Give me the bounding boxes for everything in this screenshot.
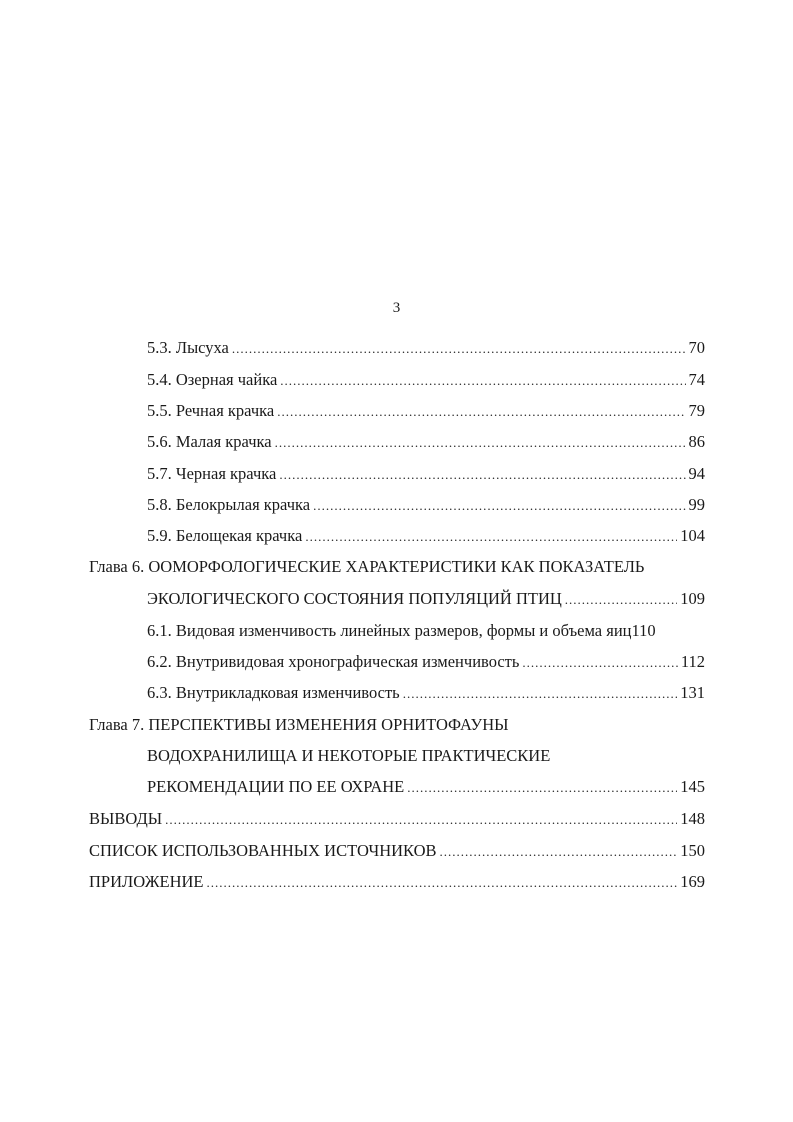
chapter-6-heading-line1: Глава 6. ООМОРФОЛОГИЧЕСКИЕ ХАРАКТЕРИСТИКИ КАК ПОКАЗАТЕЛЬ xyxy=(89,557,645,576)
toc-entry-label: 5.3. Лысуха xyxy=(147,338,229,357)
toc-entry-label: 5.5. Речная крачка xyxy=(147,401,275,420)
toc-leader-dots xyxy=(277,401,685,423)
toc-entry-page: 94 xyxy=(688,464,705,483)
toc-leader-dots xyxy=(280,370,685,392)
toc-leader-dots xyxy=(279,464,685,486)
toc-entry-page: 109 xyxy=(680,589,705,608)
toc-entry-page: 70 xyxy=(688,338,705,357)
toc-entry-page: 112 xyxy=(680,652,705,671)
toc-entry-page: 145 xyxy=(680,777,705,796)
toc-entry-6-3 xyxy=(147,682,705,705)
toc-entry-5-6 xyxy=(147,431,705,454)
toc-leader-dots xyxy=(440,841,678,863)
toc-entry-label: РЕКОМЕНДАЦИИ ПО ЕЕ ОХРАНЕ xyxy=(147,777,405,796)
toc-leader-dots xyxy=(313,495,685,517)
toc-entry-label: 5.9. Белощекая крачка xyxy=(147,526,303,545)
toc-entry-label: ЭКОЛОГИЧЕСКОГО СОСТОЯНИЯ ПОПУЛЯЦИЙ ПТИЦ xyxy=(147,589,562,608)
toc-leader-dots xyxy=(305,526,677,548)
toc-entry-label: 6.3. Внутрикладковая изменчивость xyxy=(147,683,400,702)
toc-leader-dots xyxy=(522,652,677,674)
toc-leader-dots xyxy=(407,777,677,799)
toc-entry-page: 74 xyxy=(688,370,705,389)
toc-entry-5-9 xyxy=(147,525,705,548)
toc-entry-page: 86 xyxy=(688,432,705,451)
toc-entry-page: 104 xyxy=(680,526,705,545)
toc-entry-appendix xyxy=(89,871,705,894)
toc-entry-label: 6.1. Видовая изменчивость линейных размеров, формы и объема яиц xyxy=(147,621,632,640)
toc-entry-6-2 xyxy=(147,651,705,674)
toc-leader-dots xyxy=(206,872,677,894)
toc-entry-chapter-6 xyxy=(147,588,705,611)
toc-entry-label: 5.7. Черная крачка xyxy=(147,464,277,483)
toc-entry-label: ПРИЛОЖЕНИЕ xyxy=(89,872,204,891)
toc-entry-label: СПИСОК ИСПОЛЬЗОВАННЫХ ИСТОЧНИКОВ xyxy=(89,841,437,860)
toc-entry-page: 99 xyxy=(688,495,705,514)
toc-entry-page: 150 xyxy=(680,841,705,860)
toc-entry-label: 6.2. Внутривидовая хронографическая изменчивость xyxy=(147,652,520,671)
toc-entry-chapter-7 xyxy=(147,776,705,799)
toc-entry-conclusions xyxy=(89,808,705,831)
toc-entry-page: 110 xyxy=(631,621,656,640)
toc-entry-page: 131 xyxy=(680,683,705,702)
toc-entry-label: 5.8. Белокрылая крачка xyxy=(147,495,311,514)
toc-entry-references xyxy=(89,840,705,863)
toc-entry-5-3 xyxy=(147,337,705,360)
toc-leader-dots xyxy=(165,809,677,831)
toc-entry-label: 5.6. Малая крачка xyxy=(147,432,272,451)
toc-entry-6-1 xyxy=(147,620,705,642)
toc-leader-dots xyxy=(565,589,677,611)
toc-entry-page: 79 xyxy=(688,401,705,420)
toc-entry-5-8 xyxy=(147,494,705,517)
toc-entry-5-4 xyxy=(147,369,705,392)
toc-leader-dots xyxy=(275,432,686,454)
toc-entry-label: 5.4. Озерная чайка xyxy=(147,370,278,389)
toc-leader-dots xyxy=(232,338,686,360)
chapter-7-heading-line1: Глава 7. ПЕРСПЕКТИВЫ ИЗМЕНЕНИЯ ОРНИТОФАУНЫ xyxy=(89,715,509,734)
toc-entry-page: 169 xyxy=(680,872,705,891)
toc-entry-5-7 xyxy=(147,463,705,486)
chapter-7-heading-line2: ВОДОХРАНИЛИЩА И НЕКОТОРЫЕ ПРАКТИЧЕСКИЕ xyxy=(147,746,551,765)
toc-entry-5-5 xyxy=(147,400,705,423)
page-number: 3 xyxy=(392,300,401,316)
toc-entry-label: ВЫВОДЫ xyxy=(89,809,163,828)
toc-leader-dots xyxy=(403,683,678,705)
toc-entry-page: 148 xyxy=(680,809,705,828)
